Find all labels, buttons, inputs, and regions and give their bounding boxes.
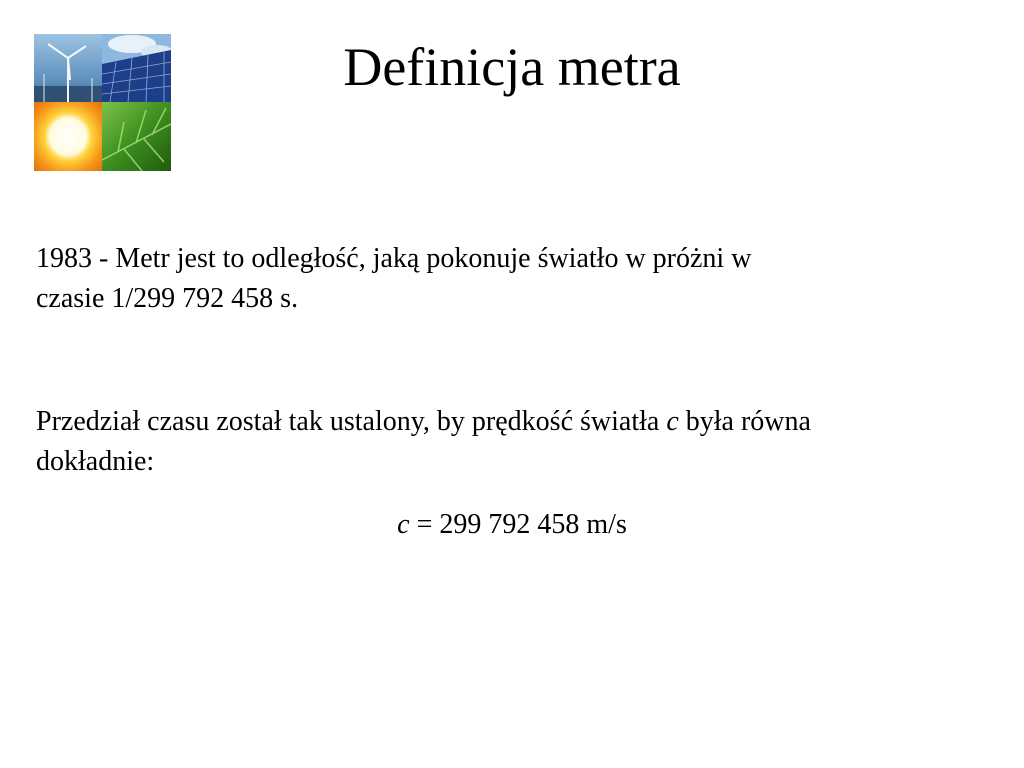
paragraph-text: była równa	[678, 406, 811, 437]
equation-value: = 299 792 458 m/s	[409, 509, 627, 540]
meter-definition-paragraph	[36, 239, 996, 319]
speed-of-light-equation	[0, 505, 1024, 545]
sun-icon	[34, 102, 102, 171]
time-interval-paragraph	[36, 402, 996, 482]
paragraph-text: Przedział czasu został tak ustalony, by prędkość światła	[36, 406, 667, 437]
leaf-icon	[102, 102, 171, 171]
paragraph-line: dokładnie:	[36, 446, 155, 477]
paragraph-line: 1983 - Metr jest to odległość, jaką pokonuje światło w próżni w	[36, 243, 752, 274]
paragraph-line: czasie 1/299 792 458 s.	[36, 283, 299, 314]
equation-symbol: c	[397, 509, 410, 540]
slide-title: Definicja metra	[343, 37, 681, 97]
speed-of-light-symbol: c	[666, 406, 679, 437]
